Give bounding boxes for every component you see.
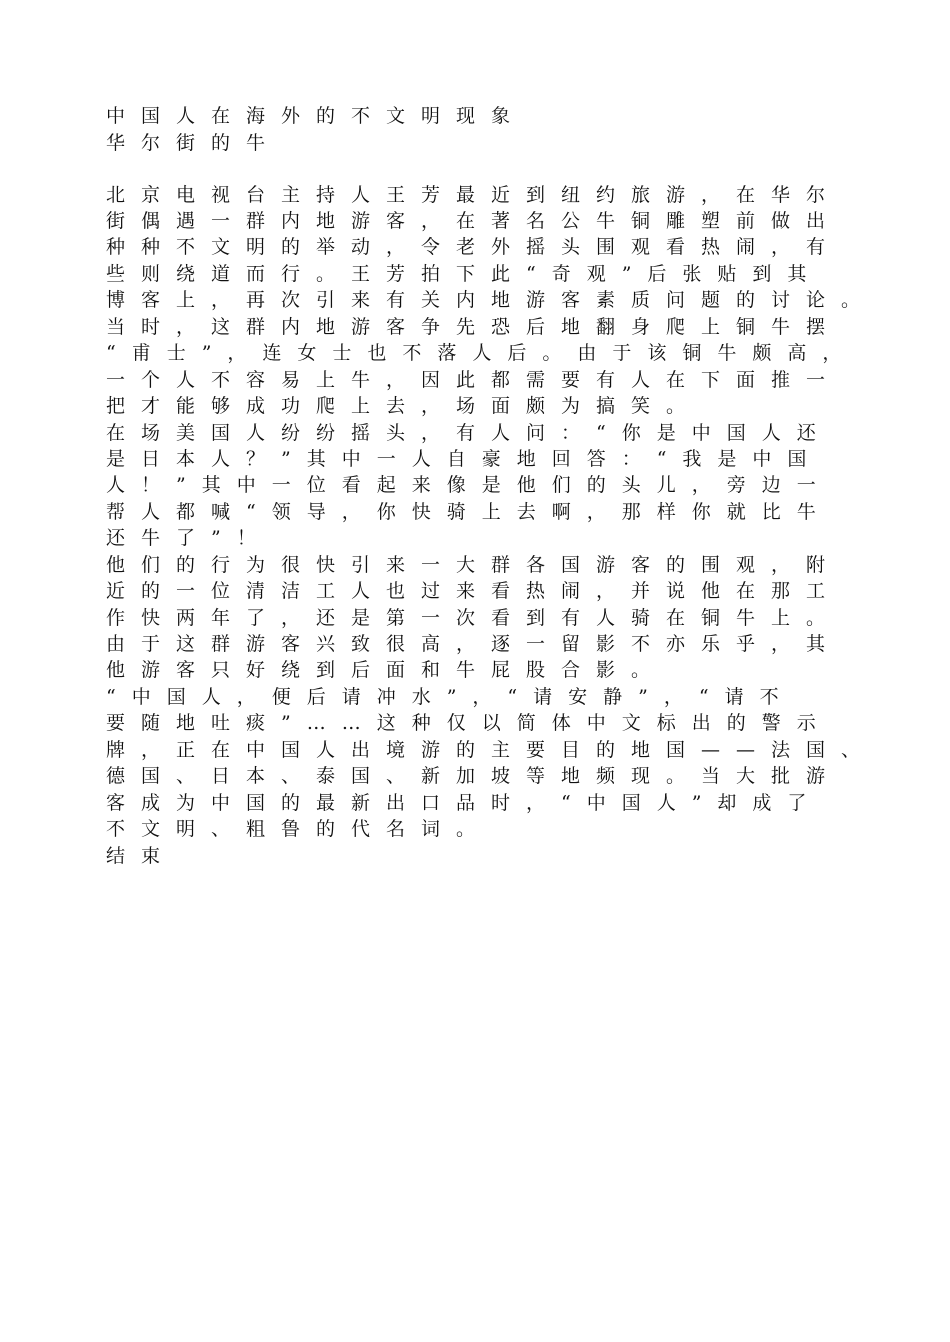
body-line: 近的一位清洁工人也过来看热闹，并说他在那工	[106, 580, 842, 602]
body-line: “中国人，便后请冲水”，“请安静”，“请不	[106, 686, 795, 708]
body-line: 德国、日本、泰国、新加坡等地频现。当大批游	[106, 765, 842, 787]
body-line: “甫士”，连女士也不落人后。由于该铜牛颇高，	[106, 342, 858, 364]
body-line: 他们的行为很快引来一大群各国游客的围观，附	[106, 554, 842, 576]
body-line: 北京电视台主持人王芳最近到纽约旅游，在华尔	[106, 184, 842, 206]
body-line: 由于这群游客兴致很高，逐一留影不亦乐乎，其	[106, 633, 842, 655]
body-line: 把才能够成功爬上去，场面颇为搞笑。	[106, 395, 702, 417]
body-line: 在场美国人纷纷摇头，有人问：“你是中国人还	[106, 422, 832, 444]
body-line: 作快两年了，还是第一次看到有人骑在铜牛上。	[106, 607, 842, 629]
body-line: 他游客只好绕到后面和牛屁股合影。	[106, 659, 667, 681]
body-line: 博客上，再次引来有关内地游客素质问题的讨论。	[106, 289, 877, 311]
body-line: 客成为中国的最新出口品时，“中国人”却成了	[106, 792, 823, 814]
body-line: 当时，这群内地游客争先恐后地翻身爬上铜牛摆	[106, 316, 842, 338]
body-line: 人！”其中一位看起来像是他们的头儿，旁边一	[106, 474, 832, 496]
body-line: 街偶遇一群内地游客，在著名公牛铜雕塑前做出	[106, 210, 842, 232]
end-marker: 结束	[106, 845, 177, 867]
body-line: 帮人都喊“领导，你快骑上去啊，那样你就比牛	[106, 501, 832, 523]
body-line: 要随地吐痰”……这种仅以简体中文标出的警示	[106, 712, 832, 734]
body-line: 是日本人？”其中一人自豪地回答：“我是中国	[106, 448, 823, 470]
body-line: 种种不文明的举动，令老外摇头围观看热闹，有	[106, 236, 842, 258]
body-line: 还牛了”！	[106, 527, 272, 549]
body-line: 一个人不容易上牛，因此都需要有人在下面推一	[106, 369, 842, 391]
body-line: 些则绕道而行。王芳拍下此“奇观”后张贴到其	[106, 263, 823, 285]
title-line: 中国人在海外的不文明现象	[106, 105, 527, 127]
body-line: 牌，正在中国人出境游的主要目的地国——法国、	[106, 739, 877, 761]
subtitle-line: 华尔街的牛	[106, 132, 282, 154]
body-line: 不文明、粗鲁的代名词。	[106, 818, 492, 840]
